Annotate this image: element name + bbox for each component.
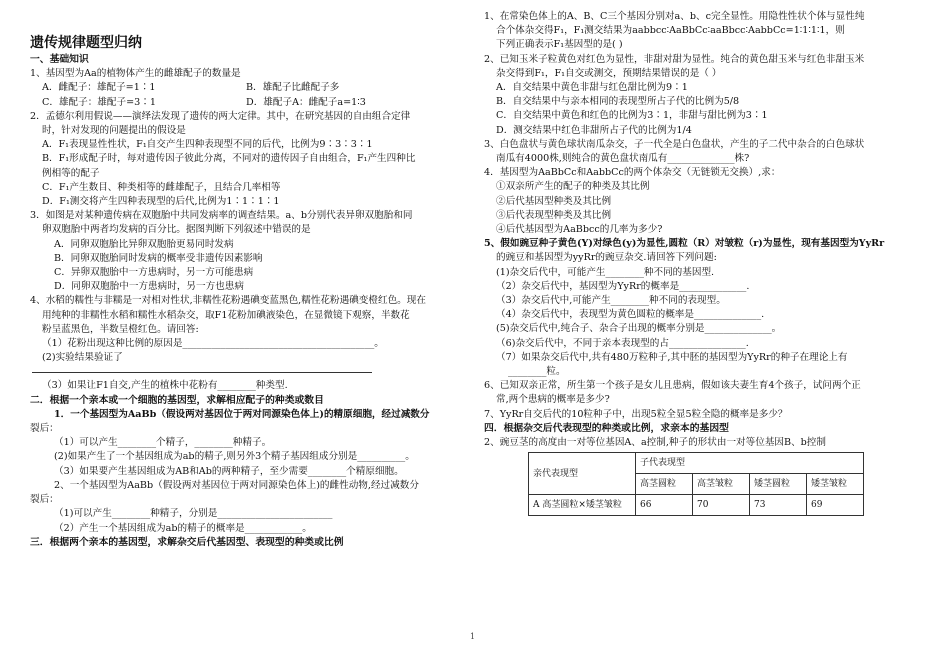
section-2-question-1-part-3: （3）如果要产生基因组成为AB和Ab的两种精子，至少需要________个精原细胞。: [54, 465, 404, 477]
table-col-3: 矮茎圆粒: [750, 474, 807, 495]
right-question-2-option-a: A．自交结果中黄色非甜与红色甜比例为9∶1: [496, 82, 688, 94]
option-a: A．雌配子：雄配子=1∶1: [42, 82, 156, 94]
option-d: D．雄配子A：雌配子a=1∶3: [246, 96, 366, 108]
section-2-question-2-part-2: （2）产生一个基因组成为ab的精子的概率是____________。: [54, 522, 312, 534]
table-cell: 69: [807, 495, 864, 516]
page-title: 遗传规律题型归纳: [30, 35, 142, 51]
right-question-1-cont2: 下列正确表示F₁基因型的是( ): [496, 39, 623, 51]
question-4-cont2: 粉呈蓝黑色，半数呈橙红色。请回答:: [42, 323, 199, 335]
question-2-cont: 时，针对发现的问题提出的假设是: [42, 125, 186, 137]
option-b: B．雄配子比雌配子多: [246, 82, 340, 94]
question-1-options-cd: [30, 96, 466, 110]
right-question-5-part-4: （4）杂交后代中，表现型为黄色圆粒的概率是______________.: [496, 309, 765, 321]
page-number: 1: [470, 632, 476, 641]
answer-line: [32, 371, 372, 373]
table-col-1: 高茎圆粒: [636, 474, 693, 495]
section-heading-basics: 一、基础知识: [30, 54, 89, 65]
right-question-1-cont: 合个体杂交得F₁，F₁测交结果为aabbcc∶AaBbCc∶aaBbcc∶AabbCc=1∶1∶1∶1，则: [496, 25, 845, 37]
right-column: [484, 10, 924, 516]
section-2-question-1-part-2: (2)如果产生了一个基因组成为ab的精子,则另外3个精子基因组成分别是__________。: [54, 451, 415, 463]
right-question-5-part-7: （7）如果杂交后代中,共有480万粒种子,其中胚的基因型为YyRr的种子在理论上有: [496, 351, 848, 363]
right-question-5-part-5: (5)杂交后代中,纯合子、杂合子出现的概率分别是______________。: [496, 323, 782, 335]
question-4: 4、水稻的糯性与非糯是一对相对性状,非糯性花粉遇碘变蓝黑色,糯性花粉遇碘变橙红色。现在: [30, 295, 426, 307]
table-cell: 73: [750, 495, 807, 516]
right-question-2-cont: 杂交得到F₁，F₁自交或测交，预期结果错误的是（ ）: [496, 67, 722, 79]
question-1: 1、基因型为Aa的植物体产生的雌雄配子的数量是: [30, 68, 241, 80]
table-cell: 66: [636, 495, 693, 516]
right-question-8: 2、豌豆茎的高度由一对等位基因A、a控制,种子的形状由一对等位基因B、b控制: [484, 437, 826, 449]
question-3-option-c: C．异卵双胞胎中一方患病时，另一方可能患病: [54, 267, 254, 279]
right-question-6: 6、已知双亲正常，所生第一个孩子是女儿且患病，假如该夫妻生育4个孩子，试问两个正: [484, 380, 861, 392]
right-question-4: 4．基因型为AaBbCc和AabbCc的两个体杂交（无链锁无交换）,求：: [484, 167, 781, 179]
table-row-label: A 高茎圆粒×矮茎皱粒: [529, 495, 636, 516]
right-question-6-cont: 常,两个患病的概率是多少?: [496, 394, 610, 406]
table-header-row: [529, 453, 864, 474]
table-header-child: 子代表现型: [636, 453, 864, 474]
right-question-4-part-3: ③后代表现型种类及其比例: [496, 209, 612, 221]
question-3: 3．如图是对某种遗传病在双胞胎中共同发病率的调查结果。a、b分别代表异卵双胞胎和同: [30, 210, 413, 222]
question-2-option-c: C．F₁产生数目、种类相等的雌雄配子，且结合几率相等: [42, 181, 281, 193]
question-3-option-d: D．同卵双胞胎中一方患病时，另一方也患病: [54, 281, 244, 293]
right-question-5-cont: 的豌豆和基因型为yyRr的豌豆杂交.请回答下列问题:: [496, 252, 717, 264]
right-question-1: 1、在常染色体上的A、B、C三个基因分别对a、b、c完全显性。用隐性性状个体与显性纯: [484, 11, 865, 22]
question-3-option-a: A．同卵双胞胎比异卵双胞胎更易同时发病: [54, 238, 234, 250]
section-2-question-1-text: 1．一个基因型为AaBb（假设两对基因位于两对同源染色体上)的精原细胞，经过减数分: [54, 408, 430, 420]
section-heading-3: 三．根据两个亲本的基因型，求解杂交后代基因型、表现型的种类或比例: [30, 536, 344, 548]
section-2-question-1-part-1: （1）可以产生________个精子，________种精子。: [54, 437, 272, 449]
right-question-4-part-4: ④后代基因型为AaBbcc的几率为多少?: [496, 224, 663, 236]
genotype-table: [528, 452, 864, 516]
question-2-option-a: A．F₁表现显性性状，F₁自交产生四种表现型不同的后代，比例为9∶3∶3∶1: [42, 139, 373, 151]
section-2-question-1: [30, 408, 466, 422]
table-cell: 70: [693, 495, 750, 516]
right-question-2-option-c: C．自交结果中黄色和红色的比例为3∶1，非甜与甜比例为3∶1: [496, 110, 768, 122]
table-col-4: 矮茎皱粒: [807, 474, 864, 495]
question-2: 2．孟德尔利用假说——演绎法发现了遗传的两大定律。其中，在研究基因的自由组合定律: [30, 110, 411, 122]
right-question-2-option-b: B．自交结果中与亲本相同的表现型所占子代的比例为5/8: [496, 96, 740, 108]
right-question-7: 7、YyRr自交后代的10粒种子中，出现5粒全显5粒全隐的概率是多少？: [484, 408, 788, 420]
table-col-2: 高茎皱粒: [693, 474, 750, 495]
question-4-part-1: （1）花粉出现这种比例的原因是________________________________________。: [42, 338, 384, 350]
question-4-part-3: （3）如果让F1自交,产生的植株中花粉有________种类型.: [42, 380, 288, 392]
right-question-5: 5、假如豌豆种子黄色(Y)对绿色(y)为显性,圆粒（R）对皱粒（r)为显性，现有基因型为YyRr: [484, 238, 885, 250]
left-column: [30, 34, 466, 550]
right-question-2: 2、已知玉米子粒黄色对红色为显性，非甜对甜为显性。纯合的黄色甜玉米与红色非甜玉米: [484, 53, 865, 65]
question-4-part-2: (2)实验结果验证了: [42, 352, 123, 364]
section-2-question-2-part-1: （1)可以产生________种精子，分别是________________________: [54, 508, 333, 520]
question-3-option-b: B．同卵双胞胎同时发病的概率受非遗传因素影响: [54, 252, 263, 264]
right-question-5-part-2: （2）杂交后代中，基因型为YyRr的概率是______________.: [496, 280, 750, 292]
section-2-question-2: 2、一个基因型为AaBb（假设两对基因位于两对同源染色体上)的雌性动物,经过减数分: [54, 479, 419, 491]
question-2-option-b-cont: 例相等的配子: [42, 167, 100, 179]
question-2-option-b: B．F₁形成配子时，每对遗传因子彼此分离，不同对的遗传因子自由组合，F₁产生四种比: [42, 153, 416, 165]
right-question-5-part-1: (1)杂交后代中，可能产生________种不同的基因型.: [496, 266, 715, 278]
right-question-5-part-7-cont: ________粒。: [508, 366, 566, 378]
right-question-3: 3、白色盘状与黄色球状南瓜杂交，子一代全是白色盘状，产生的子二代中杂合的白色球状: [484, 138, 865, 150]
question-2-option-d: D．F₁测交将产生四种表现型的后代,比例为1∶1∶1∶1: [42, 196, 280, 208]
right-question-3-cont: 南瓜有4000株,则纯合的黄色盘状南瓜有______________株?: [496, 153, 750, 165]
table-header-parent: 亲代表现型: [529, 453, 636, 495]
table-row: [529, 495, 864, 516]
right-question-5-part-6: （6)杂交后代中，不同于亲本表现型的占________________.: [496, 337, 749, 349]
section-2-question-2-cont: 裂后：: [30, 494, 59, 506]
question-4-cont: 用纯种的非糯性水稻和糯性水稻杂交，取F1花粉加碘液染色，在显微镜下观察，半数花: [42, 309, 410, 321]
section-heading-2: 二．根据一个亲本或一个细胞的基因型，求解相应配子的种类或数目: [30, 394, 324, 406]
right-question-2-option-d: D．测交结果中红色非甜所占子代的比例为1/4: [496, 124, 692, 136]
right-question-4-part-1: ①双亲所产生的配子的种类及其比例: [496, 181, 650, 193]
section-2-question-1-cont: 裂后：: [30, 423, 59, 435]
question-3-cont: 卵双胞胎中两者均发病的百分比。据图判断下列叙述中错误的是: [42, 224, 311, 236]
option-c: C．雄配子：雄配子=3∶1: [42, 96, 156, 108]
right-question-4-part-2: ②后代基因型种类及其比例: [496, 195, 612, 207]
section-heading-4: 四．根据杂交后代表现型的种类或比例，求亲本的基因型: [484, 422, 729, 434]
question-1-options-ab: [30, 81, 466, 95]
right-question-5-part-3: （3）杂交后代中,可能产生________种不同的表现型。: [496, 295, 726, 307]
